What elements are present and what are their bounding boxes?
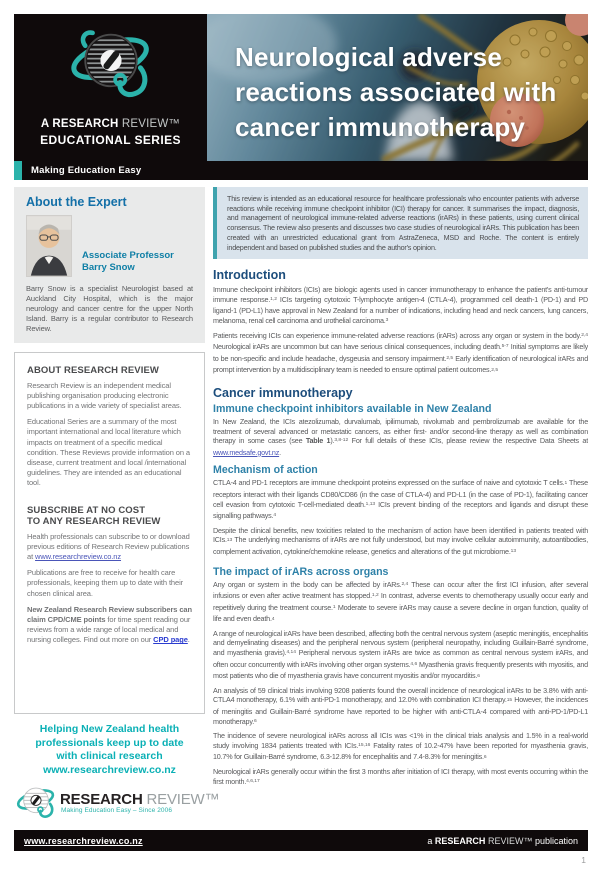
section-heading-introduction: Introduction: [213, 268, 286, 283]
about-rr-para-2: Educational Series are a summary of the most important international and local literature which impacts on treatment of a specific medical condition. These Reviews provide information on a disease, current treatment and local /international guidelines. They are intended as an educational tool.: [27, 417, 190, 488]
subheading-icis-available-nz: Immune checkpoint inhibitors available in New Zealand: [213, 402, 492, 415]
page-number: 1: [581, 855, 586, 865]
mechanism-paragraph-2: Despite the clinical benefits, new toxicities related to the mechanism of action have been identified in patients treated with ICIs.$^{13}$ The underlying mechanisms of irARs are not fully understood, but may involve cellular autoimmunity, autoantibodies, complement activation, cytokine/chemokine release, genetics and alterations of the gut microbiome.$^{13}$: [213, 525, 588, 556]
about-expert-box: [14, 187, 205, 343]
promo-url[interactable]: www.researchreview.co.nz: [43, 763, 176, 776]
subheading-impact-of-irars: The impact of irARs across organs: [213, 565, 389, 578]
brand-series-label: EDUCATIONAL SERIES: [40, 133, 181, 147]
hero-banner: [207, 14, 588, 161]
subscribe-para-1[interactable]: Health professionals can subscribe to or download previous editions of Research Review publications at www.researchreview.co.nz: [27, 531, 190, 561]
logo-tagline: Making Education Easy – Since 2006: [61, 807, 173, 814]
about-rr-para-1: Research Review is an independent medical publishing organisation producing electronic publications in a wide variety of specialist areas.: [27, 380, 182, 410]
tagline-bar: [14, 161, 588, 180]
footer-website-link[interactable]: www.researchreview.co.nz: [24, 835, 143, 846]
title-line-3: cancer immunotherapy: [235, 112, 526, 142]
intro-paragraph-2: Patients receiving ICIs can experience immune-related adverse reactions (irARs) across any organ or system in the body.$^{2,4}$ Neurological irARs are uncommon but can have serious clinical consequences, including death.$^{5-7}$ Initial symptoms are likely to be non-specific and include headache, dysgeusia and sensory impairment.$^{2,5}$ Early identification of neurological irARs and prompt intervention by a multidisciplinary team is needed to ensure optimal patient outcomes.$^{2,5}$: [213, 330, 588, 375]
research-review-footer-logo: [14, 781, 220, 829]
impact-paragraph-2: A range of neurological irARs have been described, affecting both the central nervous system (aseptic meningitis, encephalitis and demyelinating diseases) and the peripheral nervous system (peripheral neuropathy, including Guillain-Barré syndrome, and myasthenia gravis).$^{4,14}$ Peripheral nervous system irARs are twice as common as central nervous system irARs, and often occur concurrently with irARs involving other organ systems.$^{4,6}$ Myasthenia gravis frequently presents with myositis, and most patients who die of myasthenia gravis have concurrent myositis and/or myocarditis.$^6$: [213, 628, 588, 681]
footer-publication-credit: a RESEARCH REVIEW™ publication: [427, 835, 578, 846]
teal-accent-chip: [14, 161, 22, 180]
icis-nz-paragraph[interactable]: In New Zealand, the ICIs atezolizumab, durvalumab, ipilimumab, nivolumab and pembrolizumab are available for the treatment of several advanced or metastatic cancers, as either first- and/or second-line therapy as well as combination therapy in some cases (see Table 1).$^{3,8-12}$ For full details of these ICIs, please review the respective Data Sheets at www.medsafe.govt.nz.: [213, 416, 588, 457]
research-review-globe-stethoscope-icon: [65, 20, 157, 112]
intro-paragraph-1: Immune checkpoint inhibitors (ICIs) are biologic agents used in cancer immunotherapy to enhance the patient's anti-tumour immune response.$^{1,2}$ ICIs targeting cytotoxic T-lymphocyte antigen-4 (CTLA-4), programmed cell death-1 (PD-1) and PD ligand-1 (PD-L1) have approval in New Zealand for a number of indications, including head and neck cancers, lung cancers, melanoma, renal cell carcinoma and urothelial carcinoma.$^3$: [213, 285, 588, 325]
mechanism-paragraph-1: CTLA-4 and PD-1 receptors are immune checkpoint proteins expressed on the surface of naive and cytotoxic T cells.$^1$ These receptors interact with their ligands CD80/CD86 (in the case of CTLA-4) and PD-L1 (in the case of PD-1), facilitating cancer cell evasion from cytotoxic T-cell-mediated death.$^{1,13}$ ICIs prevent binding of the receptors and ligands and disrupt these signalling pathways.$^4$: [213, 478, 588, 521]
tagline-text: Making Education Easy: [31, 165, 142, 176]
promo-text: Helping New Zealand health professionals keep up to date with clinical research www.researchreview.co.nz: [14, 723, 205, 777]
stethoscope-logo-icon: [14, 781, 58, 825]
subheading-mechanism-of-action: Mechanism of action: [213, 464, 318, 477]
subscribe-para-3-cpd[interactable]: New Zealand Research Review subscribers can claim CPD/CME points for time spent reading our reviews from a wide range of local medical and nursing colleges. Find out more on our CPD page.: [27, 604, 192, 645]
impact-paragraph-3: An analysis of 59 clinical trials involving 9208 patients found the overall incidence of neurological irARs to be 3.8% with anti-CTLA4 monotherapy, 6.1% with anti-PD-1 monotherapy, and 12.0% with combination ICI therapy.$^{15}$ However, the incidences of meningitis and Guillain-Barré syndrome have reported to be higher with anti-CTLA-4 compared with anti-PD-1/PD-L1 monotherapy.$^6$: [213, 685, 588, 726]
impact-paragraph-4: The incidence of severe neurological irARs across all ICIs was <1% in the clinical trials analysis and 1.5% in a real-world study involving 1834 patients treated with ICIs.$^{15,16}$ Fatality rates of 10.2-47% have been reported for myasthenia gravis, 10.7% for Guillain-Barré syndrome, 6.3-12.8% for encephalitis and 7.4-8.3% for meningitis.$^6$: [213, 731, 588, 762]
expert-portrait-photo: [26, 215, 72, 277]
about-expert-heading: About the Expert: [26, 195, 127, 209]
expert-name: Associate Professor Barry Snow: [82, 250, 174, 273]
footer-bar: [14, 830, 588, 851]
title-line-2: reactions associated with: [235, 77, 557, 107]
editorial-intro-box: This review is intended as an educational resource for healthcare professionals who encounter patients with adverse reactions while receiving immune checkpoint inhibitor (ICI) therapy for cancer. It summarises the impact, diagnosis, and management of neurological immune-related adverse reactions (irARs) in these patients, using current clinical consensus. The review also presents and discusses two case studies of neurological irARs. This publication has been created with an unrestricted educational grant from AstraZeneca, MSD and Roche. The content is entirely independent and based on published studies and the author's opinion.: [213, 187, 588, 259]
title-line-1: Neurological adverse: [235, 42, 502, 72]
publication-title: [235, 40, 556, 145]
brand-wordmark: A RESEARCH REVIEW™: [40, 118, 181, 130]
impact-paragraph-1: Any organ or system in the body can be affected by irARs.$^{2,4}$ These can occur after the first ICI infusion, after several infusions or even after active treatment has stopped.$^{1,2}$ In contrast, adverse events to chemotherapy usually occur early and repetitively during the treatment course.$^1$ Moderate to severe irARs may cause a severe decline in organ function, quality of life and even death.$^4$: [213, 579, 588, 624]
about-rr-heading: ABOUT RESEARCH REVIEW: [27, 365, 159, 376]
impact-paragraph-5: Neurological irARs generally occur within the first 3 months after initiation of ICI therapy, with most events occurring within the first month.$^{4,6,17}$: [213, 767, 588, 786]
subscribe-heading: SUBSCRIBE AT NO COST TO ANY RESEARCH REVIEW: [27, 504, 161, 528]
about-research-review-box: [14, 352, 205, 714]
main-content: [213, 187, 588, 828]
subscribe-para-2: Publications are free to receive for health care professionals, keeping them up to date with their chosen clinical area.: [27, 568, 184, 598]
section-heading-cancer-immunotherapy: Cancer immunotherapy: [213, 385, 353, 400]
expert-bio: Barry Snow is a specialist Neurologist based at Auckland City Hospital, which is the major neurology and cancer centre for the upper North Island. Barry is a regular contributor to Research Review.: [26, 284, 193, 333]
research-review-wordmark: RESEARCH REVIEW™: [60, 791, 220, 808]
brand-panel: [14, 14, 207, 161]
